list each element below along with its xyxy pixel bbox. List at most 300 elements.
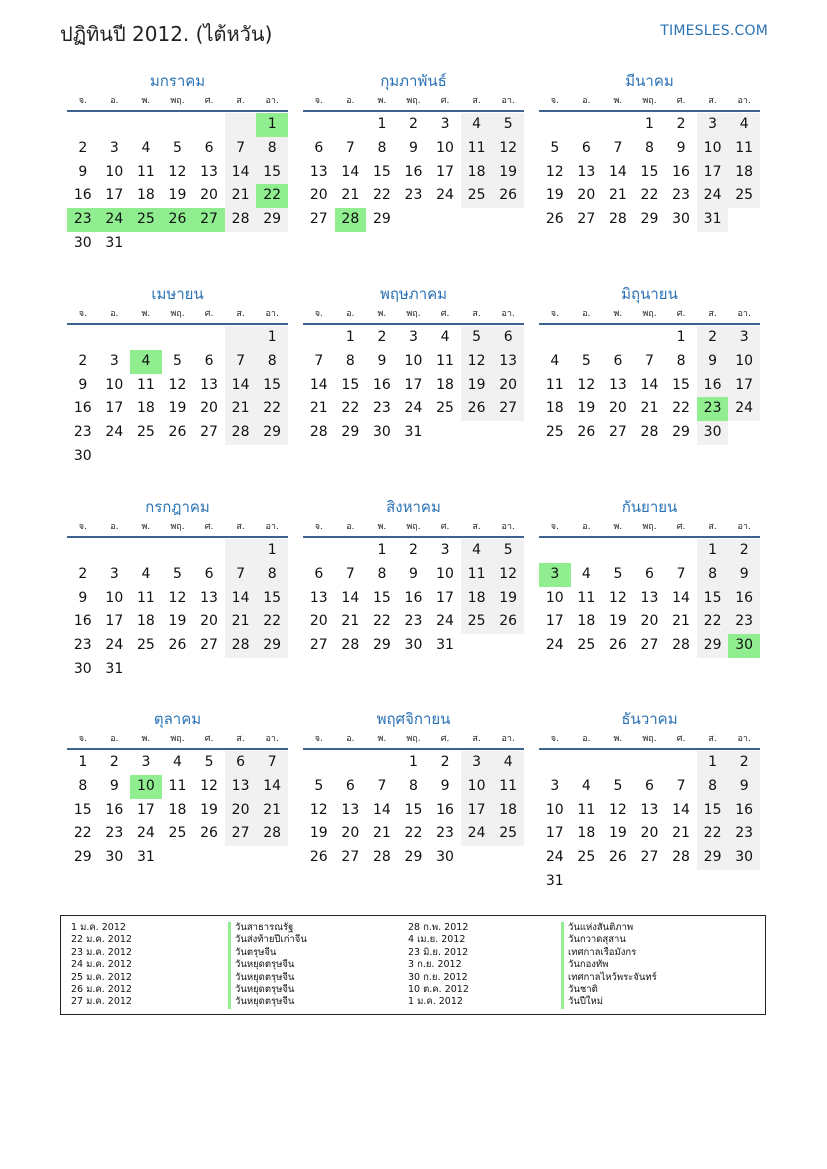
weekday-label: อ. (582, 734, 591, 744)
day-cell: 20 (309, 187, 328, 204)
day-cell: 21 (225, 610, 257, 634)
day-cell: 21 (309, 400, 328, 417)
day-cell: 28 (608, 211, 627, 228)
month-name: ธันวาคม (621, 710, 678, 728)
weekday-label: ศ. (440, 522, 450, 532)
day-cell: 22 (697, 822, 729, 846)
day-cell: 26 (309, 849, 328, 866)
day-cell: 20 (309, 613, 328, 630)
day-grid (303, 326, 524, 445)
day-cell: 14 (225, 374, 257, 398)
day-cell: 30 (697, 421, 729, 445)
day-cell: 7 (345, 139, 355, 156)
day-cell: 8 (256, 563, 288, 587)
day-cell: 4 (141, 565, 151, 582)
day-cell: 28 (225, 634, 257, 658)
day-cell: 22 (640, 187, 659, 204)
holiday-day-cell: 26 (162, 208, 194, 232)
day-cell: 7 (314, 352, 324, 369)
day-cell: 27 (225, 822, 257, 846)
day-cell: 24 (697, 184, 729, 208)
day-cell: 16 (404, 589, 423, 606)
day-cell: 10 (697, 137, 729, 161)
day-cell: 6 (225, 751, 257, 775)
day-cell: 18 (136, 400, 155, 417)
day-cell: 8 (256, 137, 288, 161)
weekday-label: จ. (314, 522, 323, 532)
empty-cell (193, 539, 225, 563)
day-cell: 24 (545, 849, 564, 866)
weekday-label: ศ. (204, 734, 214, 744)
weekday-label: จ. (78, 309, 87, 319)
legend-holiday-name: วันหยุดตรุษจีน (228, 959, 307, 971)
day-cell: 8 (345, 352, 355, 369)
day-cell: 21 (225, 184, 257, 208)
day-cell: 4 (461, 113, 493, 137)
day-cell: 3 (109, 352, 119, 369)
day-cell: 24 (728, 397, 760, 421)
month-name: มีนาคม (625, 72, 674, 90)
day-cell: 4 (550, 352, 560, 369)
day-cell: 12 (309, 801, 328, 818)
weekday-label: พ. (613, 734, 623, 744)
legend-names-left (228, 922, 307, 1009)
weekday-label: อา. (501, 734, 515, 744)
day-cell: 30 (672, 211, 690, 228)
day-cell: 5 (173, 352, 182, 369)
day-grid (303, 751, 524, 870)
day-cell: 20 (640, 613, 659, 630)
day-cell: 3 (440, 542, 450, 558)
empty-cell (634, 539, 666, 563)
weekday-label: ส. (708, 522, 717, 532)
legend-holiday-name: วันสาธารณรัฐ (228, 922, 307, 934)
month-block (67, 70, 288, 256)
day-cell: 8 (409, 777, 418, 794)
day-cell: 27 (640, 849, 659, 866)
day-cell: 23 (728, 610, 760, 634)
weekday-label: ส. (472, 734, 481, 744)
day-cell: 22 (404, 825, 423, 842)
day-cell: 4 (581, 565, 591, 582)
day-cell: 9 (409, 139, 418, 156)
day-cell: 7 (225, 137, 257, 161)
day-cell: 30 (73, 234, 92, 251)
day-cell: 23 (372, 400, 391, 417)
day-cell: 12 (168, 589, 187, 606)
weekday-label: อา. (501, 96, 515, 106)
day-cell: 4 (173, 754, 182, 770)
day-cell: 13 (225, 775, 257, 799)
weekday-label: พฤ. (642, 522, 657, 532)
day-cell: 3 (109, 139, 119, 156)
weekday-label: พ. (141, 734, 151, 744)
holiday-day-cell: 22 (256, 184, 288, 208)
day-cell: 13 (309, 589, 328, 606)
day-cell: 28 (225, 421, 257, 445)
empty-cell (225, 539, 257, 563)
empty-cell (634, 326, 666, 350)
weekday-label: ส. (472, 522, 481, 532)
day-cell: 7 (225, 350, 257, 374)
empty-cell (634, 751, 666, 775)
day-cell: 7 (613, 139, 623, 156)
day-cell: 5 (173, 565, 182, 582)
day-cell: 1 (697, 539, 729, 563)
weekday-header (303, 730, 524, 750)
day-cell: 16 (73, 400, 92, 417)
month-block (67, 708, 288, 870)
empty-cell (571, 326, 603, 350)
day-cell: 23 (73, 637, 92, 654)
day-cell: 7 (345, 565, 355, 582)
day-cell: 11 (168, 777, 187, 794)
day-cell: 13 (577, 163, 596, 180)
holiday-day-cell: 30 (728, 634, 760, 658)
weekday-header (539, 518, 760, 538)
day-cell: 24 (436, 187, 454, 204)
weekday-label: พฤ. (642, 734, 657, 744)
day-cell: 2 (440, 754, 450, 770)
day-cell: 11 (461, 137, 493, 161)
empty-cell (303, 326, 335, 350)
day-cell: 19 (577, 400, 596, 417)
weekday-label: จ. (550, 734, 559, 744)
day-cell: 29 (697, 846, 729, 870)
empty-cell (539, 326, 571, 350)
day-cell: 25 (577, 637, 596, 654)
day-cell: 16 (73, 613, 92, 630)
day-cell: 26 (461, 397, 493, 421)
day-cell: 18 (577, 825, 596, 842)
day-cell: 2 (728, 751, 760, 775)
day-cell: 14 (608, 163, 627, 180)
legend-date: 23 ม.ค. 2012 (71, 946, 132, 958)
holiday-day-cell: 10 (130, 775, 162, 799)
weekday-label: พฤ. (642, 96, 657, 106)
weekday-label: อ. (110, 522, 119, 532)
day-cell: 28 (256, 822, 288, 846)
day-cell: 28 (225, 208, 257, 232)
day-cell: 14 (672, 589, 690, 606)
day-cell: 10 (436, 139, 454, 156)
empty-cell (539, 113, 571, 137)
day-cell: 20 (608, 400, 627, 417)
day-cell: 27 (200, 637, 218, 654)
day-cell: 4 (440, 329, 450, 345)
day-cell: 11 (545, 376, 564, 393)
day-grid (67, 539, 288, 682)
day-cell: 5 (581, 352, 591, 369)
empty-cell (130, 113, 162, 137)
day-cell: 26 (168, 637, 187, 654)
day-cell: 12 (492, 563, 524, 587)
weekday-label: อ. (346, 522, 355, 532)
day-cell: 6 (314, 565, 324, 582)
day-cell: 31 (136, 849, 155, 866)
day-cell: 25 (492, 822, 524, 846)
day-cell: 14 (225, 161, 257, 185)
empty-cell (193, 326, 225, 350)
day-cell: 17 (436, 589, 454, 606)
day-cell: 26 (168, 424, 187, 441)
weekday-label: ส. (236, 522, 245, 532)
weekday-header (67, 305, 288, 325)
day-cell: 6 (345, 777, 355, 794)
legend-holiday-name: วันส่งท้ายปีเก่าจีน (228, 934, 307, 946)
day-cell: 28 (672, 637, 690, 654)
day-cell: 16 (697, 374, 729, 398)
day-cell: 16 (73, 187, 92, 204)
day-grid (539, 113, 760, 232)
day-cell: 10 (105, 589, 124, 606)
day-cell: 20 (577, 187, 596, 204)
day-cell: 15 (256, 161, 288, 185)
day-cell: 17 (436, 163, 454, 180)
weekday-label: ศ. (204, 522, 214, 532)
weekday-label: อา. (265, 734, 279, 744)
day-cell: 3 (728, 326, 760, 350)
day-cell: 21 (341, 613, 360, 630)
empty-cell (99, 539, 131, 563)
weekday-label: ส. (472, 96, 481, 106)
day-cell: 13 (200, 376, 218, 393)
day-cell: 4 (728, 113, 760, 137)
weekday-label: พฤ. (170, 522, 185, 532)
legend-date: 1 ม.ค. 2012 (408, 996, 463, 1008)
day-cell: 1 (256, 326, 288, 350)
weekday-label: จ. (78, 734, 87, 744)
day-cell: 15 (256, 587, 288, 611)
day-cell: 7 (676, 777, 686, 794)
legend-date: 30 ก.ย. 2012 (408, 971, 468, 983)
day-cell: 19 (168, 187, 187, 204)
day-cell: 24 (105, 637, 124, 654)
holiday-day-cell: 4 (130, 350, 162, 374)
day-cell: 25 (436, 400, 454, 417)
day-cell: 29 (372, 211, 391, 228)
day-cell: 28 (672, 849, 690, 866)
day-cell: 11 (436, 352, 454, 369)
weekday-label: ศ. (440, 96, 450, 106)
empty-cell (162, 113, 194, 137)
day-cell: 13 (200, 589, 218, 606)
holiday-day-cell: 23 (67, 208, 99, 232)
weekday-label: ศ. (676, 734, 686, 744)
day-cell: 2 (78, 565, 88, 582)
day-cell: 17 (461, 799, 493, 823)
day-cell: 2 (409, 542, 418, 558)
day-cell: 15 (640, 163, 659, 180)
day-cell: 7 (676, 565, 686, 582)
day-cell: 18 (728, 161, 760, 185)
day-cell: 11 (728, 137, 760, 161)
day-cell: 13 (608, 376, 627, 393)
legend-date: 10 ต.ค. 2012 (408, 983, 469, 995)
day-cell: 29 (372, 637, 391, 654)
weekday-label: ส. (236, 734, 245, 744)
empty-cell (162, 539, 194, 563)
day-cell: 21 (372, 825, 391, 842)
day-cell: 20 (225, 799, 257, 823)
day-cell: 29 (256, 208, 288, 232)
day-cell: 31 (105, 660, 124, 677)
day-cell: 6 (204, 565, 214, 582)
day-cell: 1 (676, 329, 686, 345)
weekday-label: พฤ. (170, 734, 185, 744)
day-cell: 8 (645, 139, 654, 156)
day-cell: 7 (225, 563, 257, 587)
empty-cell (665, 539, 697, 563)
empty-cell (366, 751, 398, 775)
day-cell: 4 (141, 139, 151, 156)
day-cell: 3 (409, 329, 418, 345)
weekday-label: จ. (550, 522, 559, 532)
day-cell: 5 (550, 139, 560, 156)
day-cell: 14 (372, 801, 391, 818)
day-cell: 13 (200, 163, 218, 180)
day-cell: 25 (168, 825, 187, 842)
day-cell: 14 (341, 589, 360, 606)
legend-names-right (561, 922, 657, 1009)
day-cell: 24 (436, 613, 454, 630)
day-cell: 17 (136, 801, 155, 818)
day-cell: 22 (73, 825, 92, 842)
weekday-label: ส. (236, 309, 245, 319)
day-cell: 9 (78, 376, 88, 393)
day-cell: 2 (78, 139, 88, 156)
day-cell: 9 (78, 163, 88, 180)
legend-date: 28 ก.พ. 2012 (408, 922, 469, 933)
day-cell: 18 (436, 376, 454, 393)
day-cell: 15 (341, 376, 360, 393)
weekday-label: อ. (582, 309, 591, 319)
day-cell: 7 (645, 352, 654, 369)
day-cell: 15 (672, 376, 690, 393)
day-cell: 20 (200, 187, 218, 204)
weekday-label: จ. (550, 96, 559, 106)
day-cell: 17 (728, 374, 760, 398)
day-cell: 30 (372, 424, 391, 441)
day-cell: 30 (105, 849, 124, 866)
legend-holiday-name: วันแห่งสันติภาพ (561, 922, 657, 934)
day-cell: 15 (697, 587, 729, 611)
weekday-label: อ. (582, 96, 591, 106)
weekday-label: อ. (346, 96, 355, 106)
weekday-label: พ. (377, 96, 387, 106)
day-cell: 1 (256, 539, 288, 563)
day-cell: 12 (492, 137, 524, 161)
day-cell: 30 (436, 849, 454, 866)
empty-cell (67, 113, 99, 137)
month-block (303, 708, 524, 870)
day-cell: 28 (372, 849, 391, 866)
page-title: ปฏิทินปี 2012. (ไต้หวัน) (60, 22, 273, 46)
day-cell: 11 (577, 589, 596, 606)
holiday-day-cell: 28 (335, 208, 367, 232)
day-cell: 31 (697, 208, 729, 232)
empty-cell (130, 539, 162, 563)
empty-cell (571, 751, 603, 775)
empty-cell (162, 326, 194, 350)
month-name: มิถุนายน (621, 285, 678, 303)
day-cell: 13 (309, 163, 328, 180)
day-cell: 27 (200, 424, 218, 441)
day-cell: 11 (136, 589, 155, 606)
weekday-label: จ. (314, 96, 323, 106)
day-cell: 22 (341, 400, 360, 417)
legend-date: 3 ก.ย. 2012 (408, 959, 462, 971)
day-cell: 17 (404, 376, 423, 393)
day-cell: 26 (200, 825, 218, 842)
day-cell: 25 (136, 637, 155, 654)
day-cell: 25 (136, 424, 155, 441)
weekday-label: ศ. (676, 309, 686, 319)
weekday-label: พฤ. (406, 96, 421, 106)
day-cell: 27 (577, 211, 596, 228)
day-cell: 13 (640, 589, 659, 606)
day-cell: 9 (377, 352, 387, 369)
day-cell: 19 (168, 613, 187, 630)
day-cell: 8 (697, 775, 729, 799)
weekday-label: พ. (141, 522, 151, 532)
day-cell: 15 (372, 163, 391, 180)
day-cell: 23 (105, 825, 124, 842)
month-name: เมษายน (151, 285, 204, 303)
legend-holiday-name: เทศกาลไหว้พระจันทร์ (561, 972, 657, 984)
month-name: กันยายน (621, 498, 678, 516)
day-cell: 10 (545, 589, 564, 606)
day-cell: 6 (613, 352, 623, 369)
weekday-label: อ. (582, 522, 591, 532)
day-cell: 23 (436, 825, 454, 842)
day-cell: 12 (461, 350, 493, 374)
day-cell: 9 (78, 589, 88, 606)
weekday-label: พ. (141, 96, 151, 106)
day-cell: 8 (676, 352, 686, 369)
day-cell: 29 (256, 634, 288, 658)
day-cell: 25 (577, 849, 596, 866)
day-cell: 17 (105, 400, 124, 417)
day-cell: 22 (256, 610, 288, 634)
weekday-label: พ. (613, 522, 623, 532)
day-cell: 12 (608, 589, 627, 606)
legend-holiday-name: วันกองทัพ (561, 959, 657, 971)
day-cell: 14 (256, 775, 288, 799)
day-cell: 30 (73, 660, 92, 677)
day-cell: 17 (105, 613, 124, 630)
weekday-label: อา. (737, 96, 751, 106)
weekday-label: ส. (472, 309, 481, 319)
day-cell: 4 (581, 777, 591, 794)
weekday-label: อา. (501, 309, 515, 319)
empty-cell (335, 751, 367, 775)
day-cell: 1 (377, 542, 387, 558)
month-name: กรกฎาคม (145, 498, 210, 516)
day-cell: 17 (697, 161, 729, 185)
day-cell: 16 (105, 801, 124, 818)
day-cell: 13 (640, 801, 659, 818)
day-cell: 18 (168, 801, 187, 818)
day-cell: 18 (545, 400, 564, 417)
day-cell: 2 (78, 352, 88, 369)
day-cell: 13 (341, 801, 360, 818)
weekday-label: อ. (346, 309, 355, 319)
day-cell: 29 (404, 849, 423, 866)
brand-link[interactable]: TIMESLES.COM (660, 23, 768, 39)
day-cell: 24 (404, 400, 423, 417)
day-grid (67, 751, 288, 870)
